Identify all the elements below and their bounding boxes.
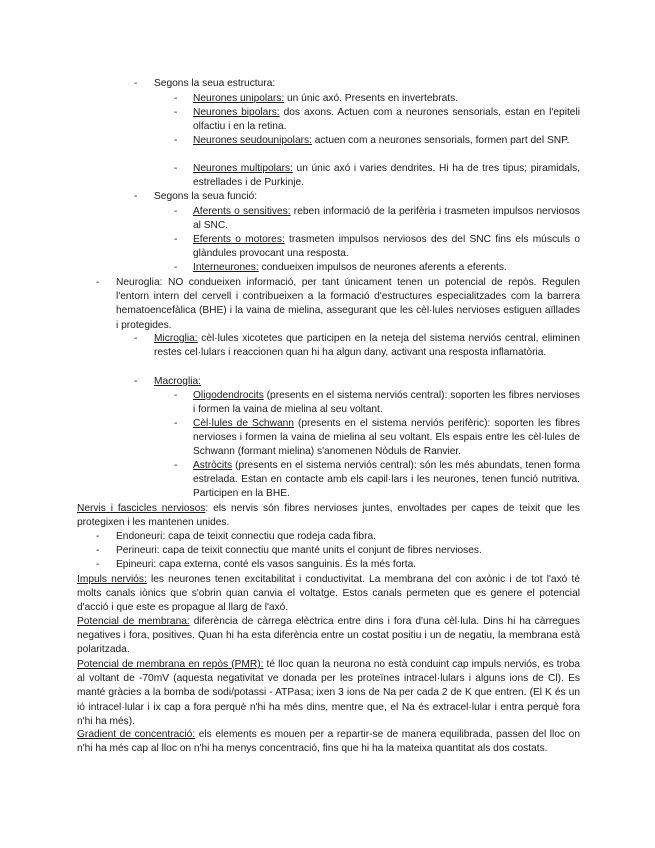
list-item: Aferents o sensitives: reben informació de la perifèria i trasmeten impulsos nerviosos al SNC. <box>193 206 580 232</box>
term: Cèl·lules de Schwann <box>193 418 294 429</box>
term: Aferents o sensitives: <box>193 206 291 217</box>
bullet-dash: - <box>174 163 178 174</box>
repos-paragraph: Potencial de membrana en repòs (PMR): té lloc quan la neurona no està conduint cap impuls nerviós, es troba al voltant de -70mV (aquesta negativitat ve donada per les proteïnes intracel·lulars i alguns ions de Cl). Es manté gràcies a la bomba de sodi/potassi - ATPasa; ixen 3 ions de Na per cada 2 de K que entren. (El K és un ió intracel·lular i ix cap a fora perquè n'hi ha més dins, mentre que, el Na és extracel·lular i entra perquè fora n'hi ha més). <box>77 659 580 727</box>
gradient-paragraph: Gradient de concentració: els elements es mouen per a repartir-se de manera equilibrada, passen del lloc on n'hi ha més cap al lloc on n'hi ha menys concentració, fins que hi ha la mateixa quantitat als dos costats. <box>77 729 580 755</box>
microglia-item: Microglia: cèl·lules xicotetes que participen en la neteja del sistema nerviós central, eliminen restes cel·lulars i reaccionen quan hi ha algun dany, activant una resposta inflamatòria. <box>154 333 580 359</box>
bullet-dash: - <box>134 191 138 202</box>
list-item: Eferents o motores: trasmeten impulsos nerviosos des del SNC fins els músculs o glàndules provocant una resposta. <box>193 234 580 260</box>
bullet-dash: - <box>174 135 178 146</box>
term: Potencial de membrana: <box>77 616 190 627</box>
bullet-dash: - <box>174 390 178 401</box>
term: Astròcits <box>193 460 233 471</box>
term: Neurones seudounipolars: <box>193 135 312 146</box>
bullet-dash: - <box>96 531 100 542</box>
potencial-paragraph: Potencial de membrana: diferència de càrrega elèctrica entre dins i fora d'una cèl·lula. Dins hi ha càrregues negatives i fora, positives. Quan hi ha esta diferència entre un costat positiu i un de negatiu, la membrana està polaritzada. <box>77 616 580 656</box>
funcio-heading: Segons la seua funció: <box>154 191 258 202</box>
impuls-paragraph: Impuls nerviós: les neurones tenen excitabilitat i conductivitat. La membrana del con axònic i de tot l'axó té molts canals iònics que s'obrin quan canvia el voltatge. Estos canals permeten que es genere el potencial d'acció i que este es propague al llarg de l'axó. <box>77 574 580 614</box>
term: Oligodendrocits <box>193 390 264 401</box>
term: Potencial de membrana en repòs (PMR): <box>77 659 264 670</box>
term: Neurones unipolars: <box>193 93 285 104</box>
list-item: Astròcits (presents en el sistema nerviós central): són les més abundats, tenen forma estrelada. Estan en contacte amb els capil·lars i les neurones, tenen funció nutritiva. Participen en la BHE. <box>193 460 580 500</box>
term: Gradient de concentració: <box>77 729 196 740</box>
bullet-dash: - <box>174 206 178 217</box>
term: Eferents o motores: <box>193 234 285 245</box>
bullet-dash: - <box>174 107 178 118</box>
term: Neurones multipolars: <box>193 163 293 174</box>
nervis-paragraph: Nervis i fascicles nerviosos: els nervis són fibres nervioses juntes, envoltades per capes de teixit que les protegixen i les mantenen unides. <box>77 503 580 529</box>
bullet-dash: - <box>174 460 178 471</box>
bullet-dash: - <box>96 277 100 288</box>
list-item: Cèl·lules de Schwann (presents en el sistema nerviós perifèric): soporten les fibres nervioses i formen la vaina de mielina al seu voltant. Els espais entre les cèl·lules de Schwann (formant mielina) s'anomenen Nòduls de Ranvier. <box>193 418 580 458</box>
macroglia-heading <box>154 375 354 389</box>
term: Interneurones: <box>193 262 259 273</box>
bullet-dash: - <box>134 78 138 89</box>
list-item: Oligodendrocits (presents en el sistema nerviós central): soporten les fibres nervioses i formen la vaina de mielina al seu voltant. <box>193 390 580 416</box>
bullet-dash: - <box>174 234 178 245</box>
term: Macroglia: <box>154 376 201 387</box>
list-item: Neurones seudounipolars: actuen com a neurones sensorials, formen part del SNP. <box>193 135 570 146</box>
bullet-dash: - <box>174 93 178 104</box>
bullet-dash: - <box>174 418 178 429</box>
bullet-dash: - <box>96 559 100 570</box>
term: Impuls nerviós: <box>77 574 147 585</box>
term: Nervis i fascicles nerviosos <box>77 503 206 514</box>
bullet-dash: - <box>134 376 138 387</box>
bullet-dash: - <box>96 545 100 556</box>
list-item: Epineuri: capa externa, conté els vasos sanguinis. És la més forta. <box>116 559 417 570</box>
list-item: Neurones multipolars: un únic axó i varies dendrites. Hi ha de tres tipus; piramidals, estrellades i de Purkinje. <box>193 163 581 189</box>
bullet-dash: - <box>174 262 178 273</box>
term: Microglia: <box>154 333 198 344</box>
list-item: Neurones unipolars: un únic axó. Presents en invertebrats. <box>193 93 459 104</box>
list-item: Perineuri: capa de teixit connectiu que manté units el conjunt de fibres nervioses. <box>116 545 482 556</box>
neuroglia-paragraph: Neuroglia: NO condueixen informació, per tant únicament tenen un potencial de repòs. Regulen l'entorn intern del cervell i contribueixen a la formació d'estructures especialitzades com la barrera hematoencefàlica (BHE) i la vaina de mielina, assegurant que les cèl·lules nervioses estiguen aïllades i protegides. <box>116 277 580 331</box>
bullet-dash: - <box>134 333 138 344</box>
list-item: Interneurones: condueixen impulsos de neurones aferents a eferents. <box>193 262 507 273</box>
term: Neurones bipolars: <box>193 107 280 118</box>
list-item: Endoneuri: capa de teixit connectiu que rodeja cada fibra. <box>116 531 376 542</box>
estructura-heading: Segons la seua estructura: <box>154 78 276 89</box>
list-item: Neurones bipolars: dos axons. Actuen com a neurones sensorials, estan en l'epiteli olfactiu i en la retina. <box>193 107 580 133</box>
